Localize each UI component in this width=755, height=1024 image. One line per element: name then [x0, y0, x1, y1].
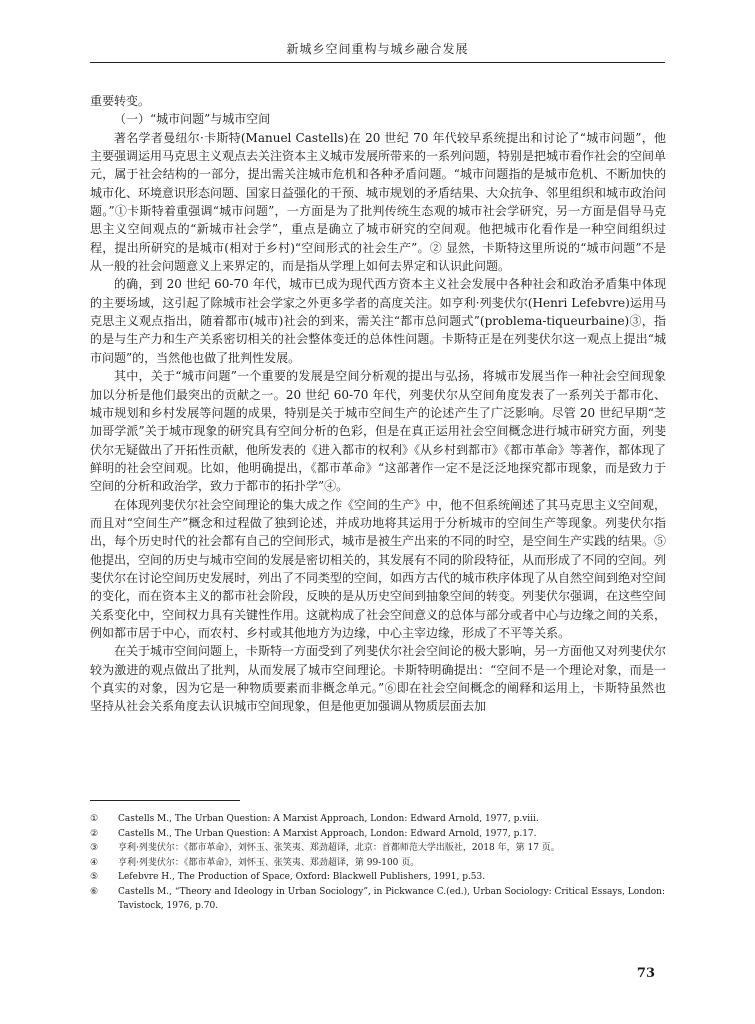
paragraph: 在体现列斐伏尔社会空间理论的集大成之作《空间的生产》中，他不但系统阐述了其马克思主义空间观，而且对“空间生产”概念和过程做了独到论述，并成功地将其运用于分析城市的空间生产等现象。列斐伏尔指出，每个历史时代的社会都有自己的空间形式，城市是被生产出来的不同的时空，是空间生产实践的结果。⑤ 他提出，空间的历史与城市空间的发展是密切相关的，其发展有不同的阶段特征，从而形成了不同的空间。列斐伏尔在讨论空间历史发展时，列出了不同类型的空间，如西方古代的城市秩序体现了从自然空间到绝对空间的变化，而在资本主义的都市社会阶段，反映的是从历史空间到抽象空间的转变。列斐伏尔强调，在这些空间关系变化中，空间权力具有关键性作用。这就构成了社会空间意义的总体与部分或者中心与边缘之间的关系，例如都市居于中心，而农村、乡村或其他地方为边缘，中心主宰边缘，形成了不平等关系。: [90, 497, 667, 640]
footnote-text: 亨利·列斐伏尔：《都市革命》，刘怀玉、张笑夷、郑劲超译，第 99-100 页。: [118, 857, 420, 868]
main-text: [90, 92, 666, 716]
footnote-mark: ①: [90, 814, 99, 824]
running-header: 新城乡空间重构与城乡融合发展: [286, 42, 469, 56]
opening-line: 重要转变。: [90, 94, 151, 108]
footnote-rule: [90, 800, 240, 801]
footnote-mark: ⑤: [90, 872, 99, 882]
section-subheading: （一）“城市问题”与城市空间: [114, 112, 271, 127]
footnotes: [90, 812, 666, 914]
header-rule: [90, 62, 665, 63]
footnote-mark: ⑥: [90, 886, 99, 897]
footnote-mark: ③: [90, 843, 99, 853]
footnote: [90, 870, 666, 885]
page-number: 73: [636, 966, 655, 981]
footnote-mark: ②: [90, 828, 99, 839]
footnote-text: Castells M., “Theory and Ideology in Urban Sociology”, in Pickwance C.(ed.), Urban Sociology: Critical Essays, London: Tavistock, 1976, p.70.: [118, 886, 665, 911]
paragraph: 的确，到 20 世纪 60-70 年代，城市已成为现代西方资本主义社会发展中各种社会和政治矛盾集中体现的主要场域，这引起了除城市社会学家之外更多学者的高度关注。如亨利·列斐伏尔(Henri Lefebvre)运用马克思主义观点指出，随着都市(城市)社会的到来，需关注“都市总问题式”(problema-tiqueurbaine)③，指的是与生产力和生产关系密切相关的社会整体变迁的总体性问题。卡斯特正是在列斐伏尔这一观点上提出“城市问题”的，当然他也做了批判性发展。: [90, 277, 666, 365]
paragraph: 在关于城市空间问题上，卡斯特一方面受到了列斐伏尔社会空间论的极大影响，另一方面他又对列斐伏尔较为激进的观点做出了批判，从而发展了城市空间理论。卡斯特明确提出：“空间不是一个理论对象，而是一个真实的对象，因为它是一种物质要素而非概念单元。”⑥即在社会空间概念的阐释和运用上，卡斯特虽然也坚持从社会关系角度去认识城市空间现象，但是他更加强调从物质层面去加: [90, 644, 667, 714]
footnote-mark: ④: [90, 857, 99, 868]
paragraph: 著名学者曼纽尔·卡斯特(Manuel Castells)在 20 世纪 70 年代较早系统提出和讨论了“城市问题”，他主要强调运用马克思主义观点去关注资本主义城市发展所带来的一系列问题，特别是把城市看作社会的空间单元，属于社会结构的一部分，提出需关注城市危机和各种矛盾问题。“城市问题指的是城市危机、不断加快的城市化、环境意识形态问题、国家日益强化的干预、城市规划的矛盾结果、大众抗争、邻里组织和城市政治问题。”①卡斯特着重强调“城市问题”，一方面是为了批判传统生态观的城市社会学研究，另一方面是倡导马克思主义空间观点的“新城市社会学”，重点是确立了城市研究的空间观。他把城市化看作是一种空间组织过程，提出所研究的是城市(相对于乡村)“空间形式的社会生产”。② 显然，卡斯特这里所说的“城市问题”不是从一般的社会问题意义上来界定的，而是指从学理上如何去界定和认识此问题。: [90, 130, 667, 274]
footnote-text: Castells M., The Urban Question: A Marxist Approach, London: Edward Arnold, 1977, p.17.: [118, 828, 537, 839]
footnote: [90, 812, 666, 827]
footnote-text: 亨利·列斐伏尔：《都市革命》，刘怀玉、张笑夷、郑劲超译，北京：首都师范大学出版社，2018 年，第 17 页。: [118, 843, 560, 853]
footnote-text: Lefebvre H., The Production of Space, Oxford: Blackwell Publishers, 1991, p.53.: [118, 872, 486, 882]
footnote: [90, 841, 666, 856]
footnote: [90, 885, 666, 914]
footnote: [90, 856, 666, 871]
footnote-text: Castells M., The Urban Question: A Marxist Approach, London: Edward Arnold, 1977, p.viii.: [118, 814, 539, 824]
footnote: [90, 827, 666, 842]
paragraph: 其中，关于“城市问题”一个重要的发展是空间分析观的提出与弘扬，将城市发展当作一种社会空间现象加以分析是他们最突出的贡献之一。20 世纪 60-70 年代，列斐伏尔从空间角度发表了一系列关于都市化、城市规划和乡村发展等问题的成果，特别是关于城市空间生产的论述产生了广泛影响。尽管 20 世纪早期“芝加哥学派”关于城市现象的研究具有空间分析的色彩，但是在真正运用社会空间概念进行城市研究方面，列斐伏尔无疑做出了开拓性贡献，他所发表的《进入都市的权利》《从乡村到都市》《都市革命》等著作，都体现了鲜明的社会空间观。比如，他明确提出，《都市革命》“这部著作一定不是泛泛地探究都市现象，而是致力于空间的分析和政治学，致力于都市的拓扑学”④。: [90, 369, 667, 494]
